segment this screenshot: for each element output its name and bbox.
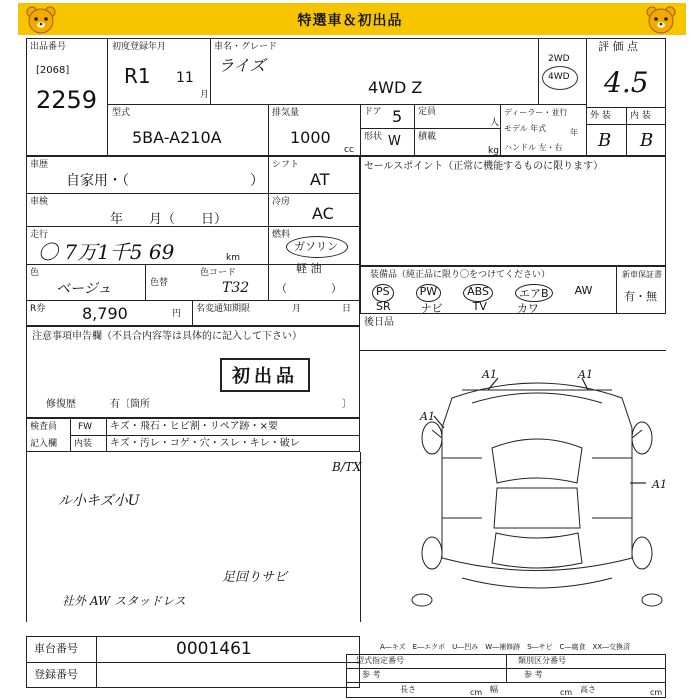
load-label: 積載 [418, 132, 437, 142]
equip-navi: ナビ [420, 302, 443, 315]
chassis-value: 0001461 [176, 639, 252, 659]
damage-mark-3: A1 [420, 410, 435, 423]
header-title: 特選車＆初出品 [297, 13, 403, 29]
repair-label: 修復歴 [46, 399, 76, 410]
drive-selected: 4WD [548, 72, 570, 82]
shift-value: AT [310, 170, 330, 189]
interior-label: 内 装 [630, 111, 651, 121]
inspector-label: 検査員 [30, 422, 58, 432]
dealer-label: ディーラー・並行 [504, 108, 568, 117]
guarantee-value: 有・無 [624, 290, 657, 303]
model-label: 型式 [112, 108, 131, 118]
fw-label: FW [78, 422, 93, 432]
equip-airbag: エアB [515, 284, 553, 302]
height-label: 高さ [580, 685, 596, 694]
fw-items: キズ・飛石・ヒビ割・リペア跡・×要 [110, 421, 278, 432]
mileage-unit: km [226, 253, 240, 263]
chassis-label: 車台番号 [34, 642, 78, 655]
width-label: 幅 [490, 685, 498, 694]
capacity-label: 定員 [418, 107, 437, 117]
year-unit: 年 [570, 128, 578, 137]
name-change-day: 日 [342, 304, 352, 314]
shift-label: シフト [272, 160, 300, 170]
model-value: 5BA-A210A [132, 128, 222, 147]
recycle-label: R券 [30, 304, 46, 314]
equipment-label: 装備品（純正品に限り〇をつけてください） [370, 270, 551, 280]
equip-leather: カワ [516, 302, 539, 315]
height-unit: cm [650, 688, 663, 697]
interior-score: B [640, 130, 654, 151]
score-value: 4.5 [604, 66, 649, 99]
recycle-unit: 円 [172, 309, 182, 319]
car-label: 車名・グレード [214, 42, 278, 52]
interior-items: キズ・汚レ・コゲ・穴・スレ・キレ・破レ [110, 438, 300, 449]
equip-ps: PS [372, 284, 394, 302]
lot-label: 出品番号 [30, 42, 67, 52]
fuel-gas: ガソリン [294, 240, 338, 253]
first-reg-label: 初度登録年月 [112, 42, 167, 52]
repair-value: 有〔箇所 [110, 399, 150, 410]
color-change-label: 色替 [150, 278, 169, 288]
inspection-label: 車検 [30, 197, 49, 207]
color-code: T32 [222, 280, 250, 296]
history-value: 自家用・（ [66, 173, 129, 189]
first-reg-month: 11 [176, 70, 194, 86]
mileage-value: 〇 7万1千5 69 [38, 240, 175, 264]
load-unit: kg [488, 146, 499, 156]
shape-label: 形状 [364, 132, 383, 142]
color-label: 色 [30, 268, 40, 278]
sales-point-label: セールスポイント（正常に機能するものに限ります） [364, 161, 604, 172]
inspection-text: 年 月（ 日） [110, 212, 228, 227]
damage-mark-2: A1 [578, 368, 593, 381]
lot-sub-number: [2068] [36, 65, 70, 76]
equipment-row2 [376, 300, 539, 316]
handle-label: ハンドル 左・右 [504, 143, 563, 152]
exterior-score: B [598, 130, 612, 151]
doors-value: 5 [392, 107, 403, 126]
displacement-label: 排気量 [272, 108, 300, 118]
first-reg-era: R1 [124, 64, 151, 88]
fuel-bracket: （ ） [276, 282, 342, 295]
mileage-label: 走行 [30, 230, 49, 240]
bear-mascot-icon [26, 6, 56, 34]
equip-sr: SR [376, 300, 391, 313]
equip-tv: TV [472, 300, 487, 313]
notes-label: 注意事項申告欄（不具合内容等は具体的に記入して下さい） [32, 331, 302, 342]
repair-close: 〕 [342, 399, 352, 410]
interior-check-label: 内装 [74, 439, 93, 449]
car-damage-diagram [392, 368, 682, 618]
bear-mascot-icon [646, 6, 676, 34]
damage-mark-4: A1 [652, 478, 667, 491]
damage-legend: A―キズ E―エクボ U―凹み W―補修跡 S―サビ C―腐食 XX―交換済 [380, 643, 631, 651]
displacement-unit: cc [344, 145, 354, 155]
score-label: 評 価 点 [598, 40, 638, 53]
length-label: 長さ [400, 685, 416, 694]
history-label: 車歴 [30, 160, 49, 170]
length-unit: cm [470, 688, 483, 697]
car-grade: 4WD Z [368, 78, 423, 97]
sheet-frame [26, 38, 666, 156]
first-listing-stamp: 初出品 [220, 358, 310, 392]
handwritten-btx: B/TX [332, 460, 362, 474]
type-designation-label: 型式指定番号 [356, 656, 404, 665]
guarantee-label: 新車保証書 [622, 270, 662, 279]
fuel-label: 燃料 [272, 230, 291, 240]
name-change-label: 名変通知期限 [196, 304, 251, 314]
color-code-label: 色コード [200, 268, 237, 278]
entry-label: 記入欄 [30, 439, 58, 449]
handwritten-note-2: 足回りサビ [222, 570, 288, 585]
displacement-value: 1000 [290, 128, 331, 147]
model-year-label: モデル 年式 [504, 124, 547, 133]
registration-label: 登録番号 [34, 668, 78, 681]
later-items-label: 後日品 [364, 317, 394, 328]
first-reg-month-unit: 月 [200, 90, 210, 100]
class-number-label: 類別区分番号 [518, 656, 566, 665]
history-close: ） [250, 173, 264, 189]
type-ref: 参 考 [362, 670, 381, 679]
ac-value: AC [312, 204, 334, 223]
equip-abs: ABS [463, 284, 493, 302]
lot-number: 2259 [36, 86, 98, 114]
damage-mark-1: A1 [482, 368, 497, 381]
drive-label: 2WD [548, 54, 570, 64]
name-change-month: 月 [292, 304, 302, 314]
shape-value: W [388, 134, 401, 149]
equip-aw: AW [574, 284, 593, 297]
car-name: ライズ [218, 56, 266, 75]
equip-pw: PW [416, 284, 442, 302]
doors-label: ドア [364, 107, 382, 117]
handwritten-note-3: 社外 AW スタッドレス [62, 594, 186, 608]
class-ref: 参 考 [524, 670, 543, 679]
color-value: ベージュ [56, 281, 112, 297]
fuel-diesel: 軽 油 [296, 262, 322, 275]
recycle-value: 8,790 [82, 304, 128, 323]
exterior-label: 外 装 [590, 111, 611, 121]
ac-label: 冷房 [272, 197, 291, 207]
capacity-unit: 人 [490, 118, 500, 128]
width-unit: cm [560, 688, 573, 697]
handwritten-note-1: ル小キズ小U [58, 493, 140, 509]
